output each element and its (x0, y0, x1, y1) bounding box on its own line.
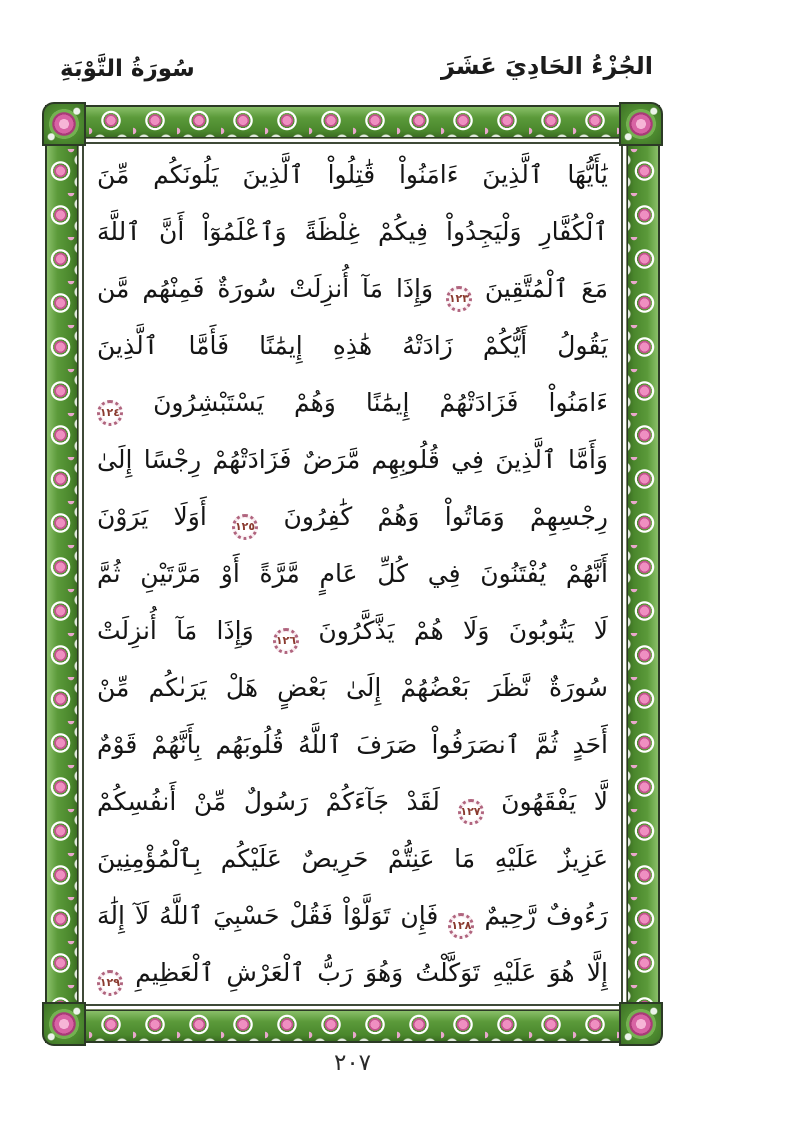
ayah-end-marker: ١٢٤ (97, 400, 123, 426)
quran-line: أَنَّهُمْ يُفْتَنُونَ فِي كُلِّ عَامٍ مَّرَّةً أَوْ مَرَّتَيْنِ ثُمَّ (97, 559, 608, 588)
corner-flower-icon (619, 1002, 663, 1046)
page-number: ٢٠٧ (333, 1050, 372, 1076)
corner-flower-icon (42, 102, 86, 146)
surah-title: سُورَةُ التَّوْبَةِ (60, 56, 195, 82)
corner-flower-icon (42, 1002, 86, 1046)
border-left-ornament (45, 105, 79, 1043)
ayah-end-marker: ١٢٩ (97, 970, 123, 996)
ayah-end-marker: ١٢٧ (458, 799, 484, 825)
quran-line: يَٰأَيُّهَا ٱلَّذِينَ ءَامَنُواْ قَٰتِلُواْ ٱلَّذِينَ يَلُونَكُم مِّنَ (97, 160, 608, 189)
border-top-ornament (45, 105, 660, 139)
juz-title: الجُزْءُ الحَادِيَ عَشَرَ (440, 52, 653, 80)
ayah-end-marker: ١٢٦ (273, 628, 299, 654)
quran-line: مَعَ ٱلْمُتَّقِينَ ١٢٣ وَإِذَا مَآ أُنزِلَتْ سُورَةٌ فَمِنْهُم مَّن (97, 260, 608, 317)
quran-line: عَزِيزٌ عَلَيْهِ مَا عَنِتُّمْ حَرِيصٌ عَلَيْكُم بِٱلْمُؤْمِنِينَ (97, 844, 608, 873)
quran-line: ءَامَنُواْ فَزَادَتْهُمْ إِيمَٰنًا وَهُمْ يَسْتَبْشِرُونَ ١٢٤ (97, 374, 608, 431)
quran-line: أَحَدٍ ثُمَّ ٱنصَرَفُواْ صَرَفَ ٱللَّهُ قُلُوبَهُم بِأَنَّهُمْ قَوْمٌ (97, 730, 608, 759)
quran-line: رَءُوفٌ رَّحِيمٌ ١٢٨ فَإِن تَوَلَّوْاْ فَقُلْ حَسْبِيَ ٱللَّهُ لَآ إِلَٰهَ (97, 887, 608, 944)
quran-line: ٱلْكُفَّارِ وَلْيَجِدُواْ فِيكُمْ غِلْظَةً وَٱعْلَمُوٓاْ أَنَّ ٱللَّهَ (97, 217, 608, 246)
quran-line: يَقُولُ أَيُّكُمْ زَادَتْهُ هَٰذِهِ إِيمَٰنًا فَأَمَّا ٱلَّذِينَ (97, 331, 608, 360)
corner-flower-icon (619, 102, 663, 146)
border-bottom-ornament (45, 1009, 660, 1043)
ayah-end-marker: ١٢٥ (232, 514, 258, 540)
quran-line: وَأَمَّا ٱلَّذِينَ فِي قُلُوبِهِم مَّرَضٌ فَزَادَتْهُمْ رِجْسًا إِلَىٰ (97, 445, 608, 474)
ornamental-frame (45, 105, 660, 1043)
quran-line: لَا يَتُوبُونَ وَلَا هُمْ يَذَّكَّرُونَ ١٢٦ وَإِذَا مَآ أُنزِلَتْ (97, 602, 608, 659)
quran-line: رِجْسِهِمْ وَمَاتُواْ وَهُمْ كَٰفِرُونَ ١٢٥ أَوَلَا يَرَوْنَ (97, 488, 608, 545)
quran-text-area (97, 146, 608, 1002)
quran-line: سُورَةٌ نَّظَرَ بَعْضُهُمْ إِلَىٰ بَعْضٍ هَلْ يَرَىٰكُم مِّنْ (97, 673, 608, 702)
quran-line: لَّا يَفْقَهُونَ ١٢٧ لَقَدْ جَآءَكُمْ رَسُولٌ مِّنْ أَنفُسِكُمْ (97, 773, 608, 830)
ayah-end-marker: ١٢٨ (448, 913, 474, 939)
ayah-end-marker: ١٢٣ (446, 286, 472, 312)
quran-line: إِلَّا هُوَ عَلَيْهِ تَوَكَّلْتُ وَهُوَ رَبُّ ٱلْعَرْشِ ٱلْعَظِيمِ ١٢٩ (97, 944, 608, 1001)
quran-text-box (82, 142, 623, 1006)
border-right-ornament (626, 105, 660, 1043)
